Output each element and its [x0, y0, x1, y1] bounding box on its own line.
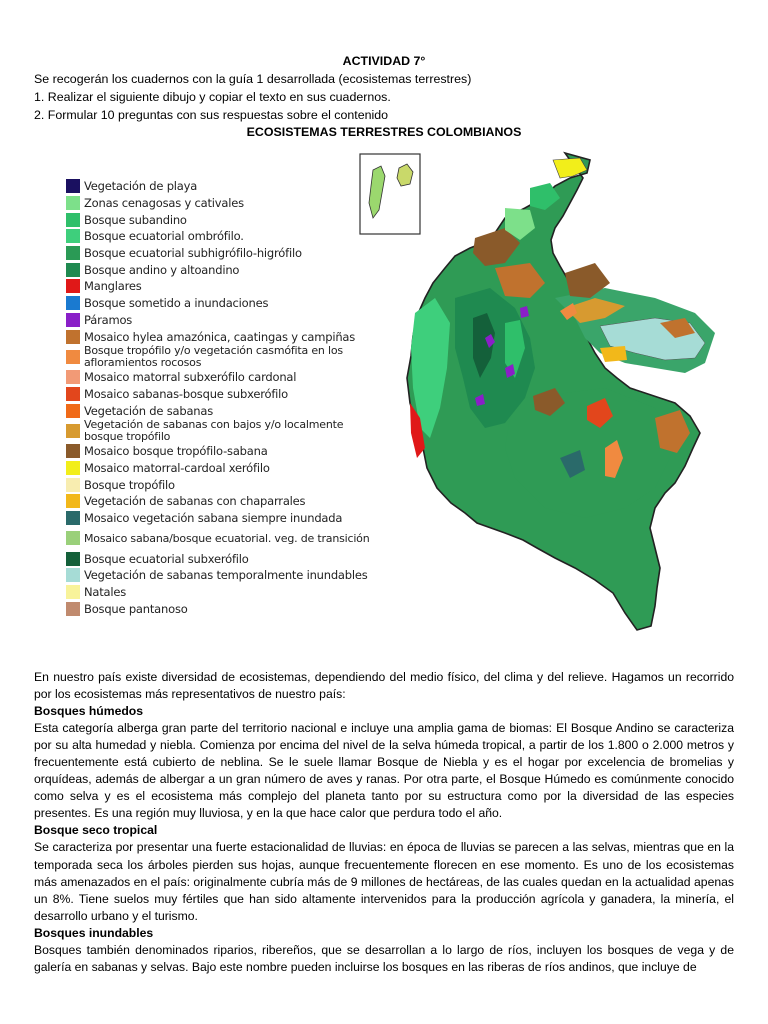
legend-label: Bosque andino y altoandino — [84, 262, 240, 277]
legend-label: Mosaico matorral-cardoal xerófilo — [84, 460, 270, 475]
activity-title: ACTIVIDAD 7° — [342, 54, 426, 68]
legend-label: Vegetación de sabanas — [84, 403, 214, 418]
instruction-line: Se recogerán los cuadernos con la guía 1 desarrollada (ecosistemas terrestres) — [34, 72, 472, 86]
legend-label: Bosque pantanoso — [84, 601, 188, 616]
instruction-step-2: 2. Formular 10 preguntas con sus respuestas sobre el contenido — [34, 108, 389, 122]
legend-label: Mosaico bosque tropófilo-sabana — [84, 444, 268, 459]
legend-swatch — [66, 494, 80, 508]
legend-swatch — [66, 313, 80, 327]
legend-label: Bosque ecuatorial ombrófilo. — [84, 229, 244, 244]
legend-label: Mosaico vegetación sabana siempre inundada — [84, 511, 343, 526]
legend-label: Vegetación de sabanas con bajos y/o localmente bosque tropófilo — [84, 418, 344, 443]
paragraph-bosque-seco: Se caracteriza por presentar una fuerte estacionalidad de lluvias: en época de lluvias se parecen a las selvas, mientras que en la temporada seca los árboles pierden sus hojas, aunque frecuentemente florecen en ese momento. Es uno de los ecosistemas más amenazados en el país: originalmente cubría más de 9 millones de hectáreas, de las cuales quedan en la actualidad apenas un 8%. Tiene suelos muy fértiles que han sido altamente intervenidos para la producción agrícola y ganadera, la minería, el desarrollo urbano y el turismo. — [34, 840, 734, 923]
legend-label: Natales — [84, 585, 127, 600]
legend-label: Zonas cenagosas y cativales — [84, 196, 244, 211]
legend-swatch — [66, 602, 80, 616]
legend-label: Mosaico hylea amazónica, caatingas y campiñas — [84, 329, 356, 344]
legend-label: Páramos — [84, 312, 133, 327]
legend-swatch — [66, 370, 80, 384]
legend-swatch — [66, 585, 80, 599]
legend-label: Bosque ecuatorial subhigrófilo-higrófilo — [84, 246, 302, 261]
legend-swatch — [66, 196, 80, 210]
legend-swatch — [66, 246, 80, 260]
paragraph-bosques-humedos: Esta categoría alberga gran parte del territorio nacional e incluye una amplia gama de biomas: El Bosque Andino se caracteriza por su alta humedad y niebla. Comienza por encima del nivel de la selva húmeda tropical, a partir de los 1.800 o 2.000 metros y frecuentemente está cubierto de neblina. Se le suele llamar Bosque de Niebla y es el hogar por excelencia de bromelias y orquídeas, además de albergar a un gran número de aves y ranas. Por otra parte, el Bosque Húmedo es comúnmente conocido como selva y es el ecosistema más complejo del planeta tanto por su estructura como por la diversidad de las especies presentes. Es una región muy lluviosa, y en la que hace calor que perdura todo el año. — [34, 721, 734, 821]
instruction-step-1: 1. Realizar el siguiente dibujo y copiar el texto en sus cuadernos. — [34, 90, 391, 104]
legend-label: Manglares — [84, 279, 142, 294]
legend-swatch — [66, 444, 80, 458]
legend-swatch — [66, 424, 80, 438]
figure-title: ECOSISTEMAS TERRESTRES COLOMBIANOS — [246, 125, 522, 139]
legend-label: Bosque ecuatorial subxerófilo — [84, 551, 249, 566]
body-text — [34, 669, 734, 976]
legend-swatch — [66, 330, 80, 344]
heading-bosques-inundables: Bosques inundables — [34, 925, 154, 940]
legend-swatch — [66, 229, 80, 243]
legend-swatch — [66, 568, 80, 582]
legend-label: Mosaico sabana/bosque ecuatorial. veg. de transición — [84, 531, 370, 545]
legend-label: Mosaico sabanas-bosque subxerófilo — [84, 386, 289, 401]
legend-swatch — [66, 404, 80, 418]
legend-swatch — [66, 461, 80, 475]
legend-label: Vegetación de playa — [84, 179, 198, 194]
legend-swatch — [66, 213, 80, 227]
heading-bosques-humedos: Bosques húmedos — [34, 704, 144, 719]
legend-swatch — [66, 179, 80, 193]
heading-bosque-seco: Bosque seco tropical — [34, 823, 158, 838]
legend-swatch — [66, 387, 80, 401]
legend-label: Mosaico matorral subxerófilo cardonal — [84, 370, 297, 385]
legend-swatch — [66, 350, 80, 364]
legend-label: Bosque tropófilo — [84, 477, 175, 492]
legend-swatch — [66, 263, 80, 277]
legend-swatch — [66, 279, 80, 293]
intro-paragraph: En nuestro país existe diversidad de ecosistemas, dependiendo del medio físico, del clima y del relieve. Hagamos un recorrido por los ecosistemas más representativos de nuestro país: — [34, 670, 734, 702]
paragraph-bosques-inundables: Bosques también denominados riparios, ribereños, que se desarrollan a lo largo de ríos, incluyen los bosques de vega y de galería en sabanas y selvas. Bajo este nombre pueden incluirse los bosques en las riberas de ríos andinos, que incluye de — [34, 942, 734, 974]
legend-swatch — [66, 478, 80, 492]
zone-chaparrales — [600, 346, 627, 362]
legend-label: Vegetación de sabanas con chaparrales — [84, 494, 306, 509]
legend-swatch — [66, 296, 80, 310]
colombia-ecosystem-map — [355, 148, 735, 638]
legend-label: Bosque sometido a inundaciones — [84, 296, 269, 311]
legend-swatch — [66, 552, 80, 566]
legend-label: Vegetación de sabanas temporalmente inundables — [84, 568, 368, 583]
legend-label: Bosque subandino — [84, 212, 187, 227]
inset-box — [360, 154, 420, 234]
legend-swatch — [66, 511, 80, 525]
legend-label: Bosque tropófilo y/o vegetación casmófita en los afloramientos rocosos — [84, 344, 343, 369]
legend-swatch — [66, 531, 80, 545]
